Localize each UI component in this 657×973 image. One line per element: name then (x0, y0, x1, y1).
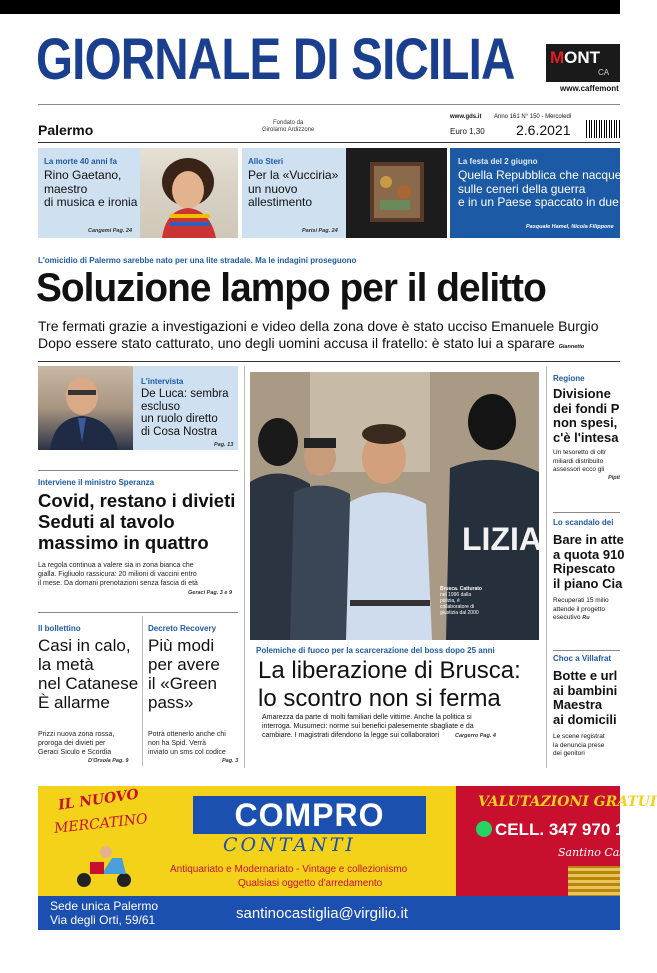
teaser-signature: Cangemi Pag. 24 (88, 228, 133, 234)
right-article-bare[interactable]: Lo scandalo dei Bare in atte a quota 910 Ripescato il piano Cia Recuperati 15 milio attende il progetto esecutivo Ru (553, 518, 625, 621)
covid-signature: Geraci Pag. 3 e 9 (188, 590, 233, 596)
ad-address: Sede unica Palermo Via degli Orti, 59/61 (50, 899, 159, 927)
rule-covid (38, 470, 238, 471)
interview-kicker: L'intervista (141, 377, 184, 386)
teaser-title: Per la «Vucciria» un nuovo allestimento (248, 168, 339, 209)
covid-headline[interactable]: Covid, restano i divieti Seduti al tavolo massimo in quattro (38, 490, 236, 553)
photo-rino-gaetano (140, 148, 238, 238)
brusca-kicker: Polemiche di fuoco per la scarcerazione del boss dopo 25 anni (256, 646, 495, 655)
edition-city: Palermo (38, 122, 94, 138)
ad-antiquariato: Antiquariato e Modernariato - Vintage e collezionismo (170, 864, 408, 875)
website-link[interactable]: www.gds.it (450, 114, 482, 120)
brusca-headline[interactable]: La liberazione di Brusca: lo scontro non si ferma (258, 657, 521, 712)
teaser-signature: Pasquale Hamel, Nicola Filippone (526, 224, 614, 230)
ad-brand: MONT (550, 48, 601, 67)
teaser-vucciria[interactable] (242, 148, 447, 238)
bollettino-signature: D'Orsola Pag. 9 (88, 758, 129, 764)
ad-valutazioni: VALUTAZIONI GRATUI (478, 794, 657, 810)
teaser-kicker: La morte 40 anni fa (44, 157, 117, 166)
lead-headline[interactable]: Soluzione lampo per il delitto (36, 266, 546, 310)
lead-signature: Giannetto (558, 344, 585, 350)
barcode (586, 120, 620, 138)
ad-santino: Santino Cas (558, 846, 625, 859)
covid-body: La regola continua a valere sia in zona bianca che gialla. Figliuolo rassicura: 20 milioni di vaccini entro il mese. Da domani prenotazioni senza fascia di età (38, 562, 198, 587)
recovery-body: Potrà ottenerlo anche chi non ha Spid. Verrà inviato un sms col codice (148, 731, 226, 756)
bollettino-headline[interactable]: Casi in calo, la metà nel Catanese È allarme (38, 636, 139, 712)
scooter-icon (72, 844, 136, 888)
top-right-ad[interactable] (546, 44, 620, 96)
column-divider-small (142, 616, 143, 766)
rule-bollettino (38, 612, 238, 613)
masthead-title[interactable]: GIORNALE DI SICILIA (36, 27, 515, 92)
brusca-body: Amarezza da parte di molti familiari delle vittime. Anche la politica si interroga. Musumeci: norme sui benefici palesemente sbagliate e da cambiare. I magistrati difendono la legge sui collaboratori Cargerro Pag. 4 (262, 714, 496, 739)
header-rule-top (38, 104, 620, 105)
right-article-regione[interactable]: Regione Divisione dei fondi P non spesi, c'è l'intesa Un tesoretto di oltr miliardi distribuito assessori ecco gli Pipit (553, 374, 620, 481)
recovery-kicker: Decreto Recovery (148, 624, 217, 633)
teaser-rino-gaetano[interactable] (38, 148, 238, 238)
teaser-title: Quella Repubblica che nacque sulle ceneri della guerra e in un Paese spaccato in due (458, 168, 622, 209)
rule-right-1 (553, 512, 620, 513)
teaser-kicker: La festa del 2 giugno (458, 157, 538, 166)
column-divider-left (244, 366, 245, 768)
whatsapp-icon (476, 821, 492, 837)
issue-number: Anno 161 N° 150 - Mercoledì (494, 114, 572, 120)
right-article-villafrati[interactable]: Choc a Villafrat Botte e url ai bambini Maestra ai domicili Le scene registrat la denuncia prese dei genitori (553, 654, 618, 757)
photo-de-luca (38, 366, 133, 450)
ad-contanti: CONTANTI (223, 834, 356, 856)
teaser-festa-repubblica[interactable] (450, 148, 620, 238)
teaser-signature: Parisi Pag. 24 (302, 228, 338, 234)
header-rule-bottom (38, 142, 620, 143)
covid-kicker: Interviene il ministro Speranza (38, 478, 155, 487)
advertisement-compro-contanti[interactable] (38, 786, 657, 930)
issue-date: 2.6.2021 (516, 122, 571, 138)
ad-bottom-bar (38, 896, 620, 930)
ad-qualsiasi: Qualsiasi oggetto d'arredamento (238, 878, 383, 889)
police-vest-text: LIZIA (462, 521, 542, 557)
interview-page: Pag. 13 (214, 442, 234, 448)
ad-brand-line: CA (598, 68, 610, 77)
ad-url: www.caffemont (546, 82, 620, 96)
founded-note: Fondato da Girolamo Ardizzone (262, 120, 315, 133)
ad-il-nuovo: IL NUOVO (57, 786, 140, 814)
lead-rule (38, 361, 620, 362)
teaser-kicker: Allo Steri (248, 157, 284, 166)
ad-compro: COMPRO (193, 796, 426, 834)
photo-vucciria-painting (346, 148, 447, 238)
interview-box[interactable] (38, 366, 238, 450)
lead-subheadline: Tre fermati grazie a investigazioni e video della zona dove è stato ucciso Emanuele Burgio Dopo essere stato catturato, uno degli uomini accusa il fratello: è stato lui a sparare Giannetto (38, 318, 599, 351)
bollettino-kicker: Il bollettino (38, 624, 81, 633)
price: Euro 1,30 (450, 127, 485, 136)
top-black-band (0, 0, 620, 14)
lead-kicker: L'omicidio di Palermo sarebbe nato per una lite stradale. Ma le indagini proseguono (38, 256, 357, 265)
recovery-signature: Pag. 3 (222, 758, 239, 764)
ad-mercatino: MERCATINO (53, 811, 149, 837)
teaser-title: Rino Gaetano, maestro di musica e ironia (44, 168, 138, 209)
ad-phone[interactable]: CELL. 347 970 10 (476, 820, 634, 840)
bollettino-body: Prizzi nuova zona rossa, proroga dei divieti per Geraci Siculo e Scordia (38, 731, 115, 756)
rule-right-2 (553, 650, 620, 651)
interview-title: De Luca: sembra escluso un ruolo diretto di Cosa Nostra (141, 388, 229, 438)
photo-brusca-arrest (250, 372, 542, 640)
recovery-headline[interactable]: Più modi per avere il «Green pass» (148, 636, 220, 712)
ad-email[interactable]: santinocastiglia@virgilio.it (236, 905, 408, 922)
photo-caption: Brusca. Catturato nel 1996 dalla polizia, è collaboratore di giustizia dal 2000 (440, 586, 482, 616)
